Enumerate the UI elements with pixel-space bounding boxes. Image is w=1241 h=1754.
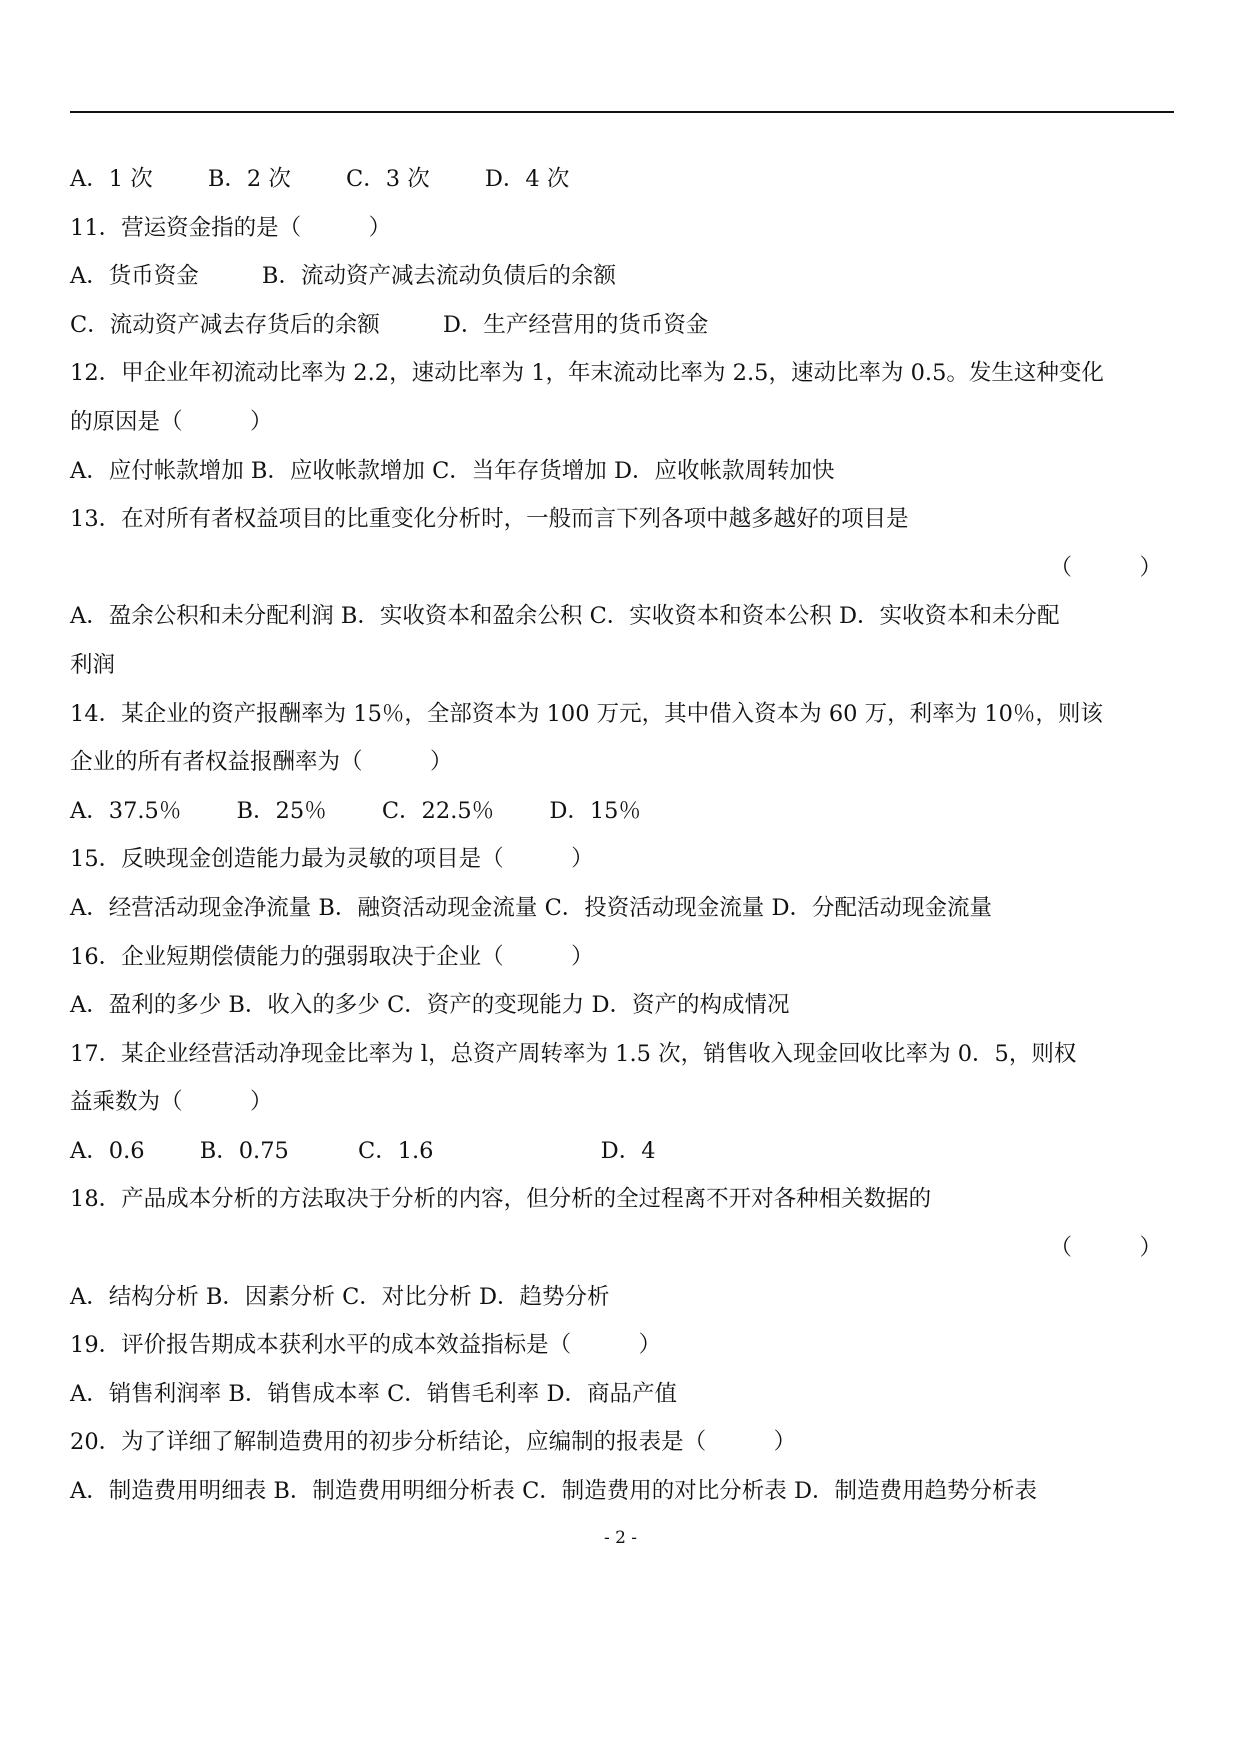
q13-options-1: A．盈余公积和未分配利润 B．实收资本和盈余公积 C．实收资本和资本公积 D．实收资本和未分配 (70, 603, 1060, 630)
q12-stem-1: 12．甲企业年初流动比率为 2.2，速动比率为 1，年末流动比率为 2.5，速动比率为 0.5。发生这种变化 (70, 360, 1104, 387)
q13-options-2: 利润 (70, 651, 116, 678)
q16-stem: 16．企业短期偿债能力的强弱取决于企业（ ） (70, 943, 594, 970)
q15-stem: 15．反映现金创造能力最为灵敏的项目是（ ） (70, 846, 594, 873)
q17-stem-1: 17．某企业经营活动净现金比率为 l，总资产周转率为 1.5 次，销售收入现金回收比率为 0．5，则权 (70, 1040, 1077, 1067)
q14-stem-1: 14．某企业的资产报酬率为 15％，全部资本为 100 万元，其中借入资本为 60 万，利率为 10％，则该 (70, 700, 1103, 727)
q20-stem: 20．为了详细了解制造费用的初步分析结论，应编制的报表是（ ） (70, 1429, 797, 1456)
q11-options-1: A．货币资金 B．流动资产减去流动负债后的余额 (70, 263, 616, 290)
q20-options: A．制造费用明细表 B．制造费用明细分析表 C．制造费用的对比分析表 D．制造费用趋势分析表 (70, 1478, 1037, 1505)
q14-options: A．37.5％ B．25％ C．22.5％ D．15％ (70, 797, 641, 824)
q19-options: A．销售利润率 B．销售成本率 C．销售毛利率 D．商品产值 (70, 1380, 677, 1407)
q18-options: A．结构分析 B．因素分析 C．对比分析 D．趋势分析 (70, 1283, 610, 1310)
q18-answer-paren: （ ） (1049, 1235, 1162, 1262)
document-body (70, 155, 1174, 1516)
q11-stem: 11．营运资金指的是（ ） (70, 214, 392, 241)
page-number: - 2 - (603, 1528, 638, 1548)
q16-options: A．盈利的多少 B．收入的多少 C．资产的变现能力 D．资产的构成情况 (70, 992, 790, 1019)
q14-stem-2: 企业的所有者权益报酬率为（ ） (70, 749, 453, 776)
q12-options: A．应付帐款增加 B．应收帐款增加 C．当年存货增加 D．应收帐款周转加快 (70, 457, 835, 484)
q19-stem: 19．评价报告期成本获利水平的成本效益指标是（ ） (70, 1332, 662, 1359)
q12-stem-2: 的原因是（ ） (70, 408, 273, 435)
q17-stem-2: 益乘数为（ ） (70, 1089, 273, 1116)
header-rule (70, 111, 1174, 113)
q18-stem: 18．产品成本分析的方法取决于分析的内容，但分析的全过程离不开对各种相关数据的 (70, 1186, 932, 1213)
q15-options: A．经营活动现金净流量 B．融资活动现金流量 C．投资活动现金流量 D．分配活动现金流量 (70, 894, 992, 921)
q10-options: A．1 次 B．2 次 C．3 次 D．4 次 (70, 166, 570, 192)
q13-stem: 13．在对所有者权益项目的比重变化分析时，一般而言下列各项中越多越好的项目是 (70, 506, 909, 533)
q13-answer-paren: （ ） (1049, 554, 1162, 581)
q17-options: A．0.6 B．0.75 C．1.6 D．4 (70, 1137, 656, 1164)
q11-options-2: C．流动资产减去存货后的余额 D．生产经营用的货币资金 (70, 311, 709, 338)
